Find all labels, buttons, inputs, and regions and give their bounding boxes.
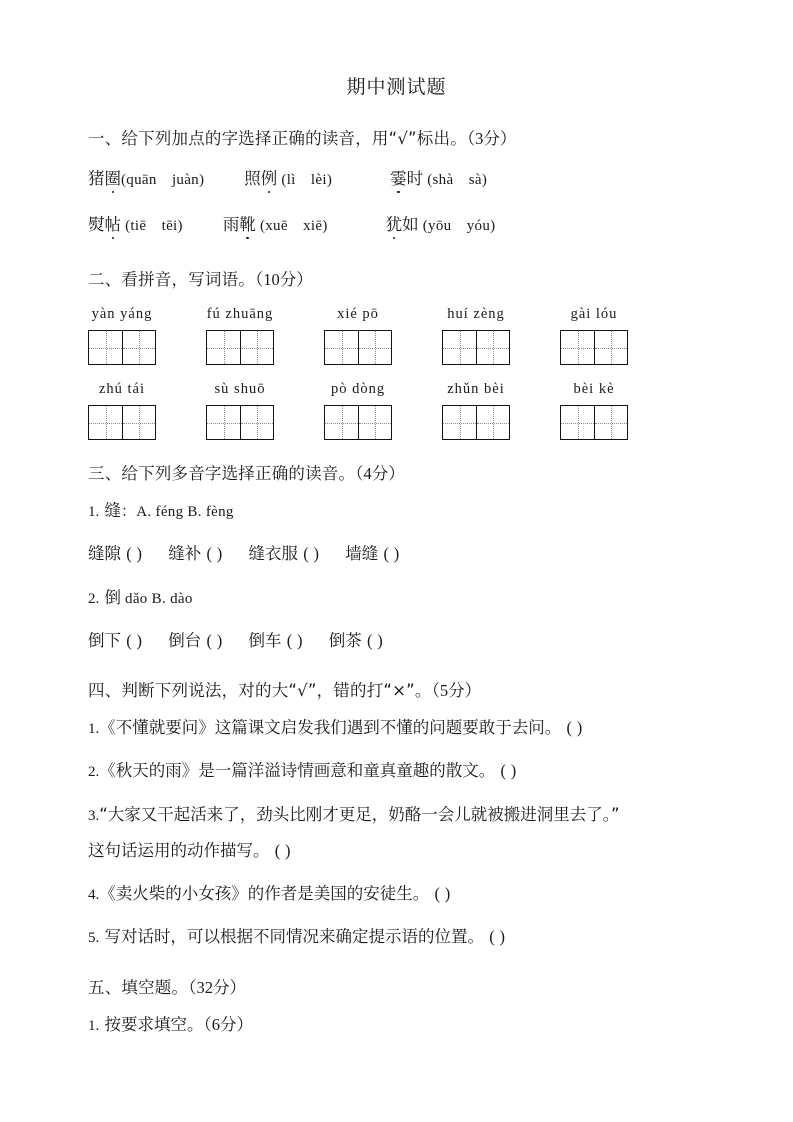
section-five-points: （32分） <box>188 977 246 997</box>
item-number: 3. <box>88 807 100 824</box>
fill-blank-text: 按要求填空。 <box>104 1014 204 1034</box>
item-number: 1. <box>88 721 100 738</box>
word-dotted-char: 帖 <box>105 211 122 235</box>
section-four-heading-text: 四、判断下列说法，对的大“√”，错的打“×”。 <box>88 681 432 701</box>
item-number: 5. <box>88 930 100 947</box>
reading-options[interactable]: (quān juàn) <box>121 172 205 188</box>
pinyin-prompt: zhú tái <box>98 381 146 397</box>
tianzige-cell[interactable] <box>561 406 594 439</box>
pinyin-prompt: pò dòng <box>330 381 386 397</box>
tianzige-cell[interactable] <box>240 331 273 364</box>
tianzige-box[interactable] <box>560 330 628 365</box>
polyphone-word: 倒下 <box>88 630 121 650</box>
section-two-heading <box>88 266 733 290</box>
section-three-points: （4分） <box>355 464 405 483</box>
answer-blank[interactable]: ( ) <box>286 630 303 650</box>
polyphone-item-1-prompt <box>88 500 733 522</box>
judgement-item-1 <box>88 717 733 739</box>
pinyin-prompt: fú zhuāng <box>206 306 274 322</box>
write-word-group[interactable] <box>324 381 392 440</box>
polyphone-word: 倒台 <box>168 630 202 650</box>
tianzige-box[interactable] <box>442 405 510 440</box>
tianzige-cell[interactable] <box>594 331 627 364</box>
section-one-row-1 <box>88 165 733 189</box>
exam-content <box>0 99 793 1036</box>
section-four-points: （5分） <box>431 681 482 701</box>
fill-blank-item-1 <box>88 1014 733 1036</box>
polyphone-word: 缝补 <box>168 544 202 564</box>
write-word-group[interactable] <box>324 306 392 365</box>
item-number: 1. <box>88 1017 100 1034</box>
judgement-text: 《不懂就要问》这篇课文启发我们遇到不懂的问题要敢于去问。 <box>99 718 562 738</box>
pinyin-prompt: huí zèng <box>447 306 505 322</box>
pinyin-prompt: bèi kè <box>573 381 615 397</box>
item-number: 2. <box>88 590 100 607</box>
pinyin-choice-item[interactable] <box>386 211 496 235</box>
tianzige-box[interactable] <box>206 405 274 440</box>
answer-blank[interactable]: ( ) <box>434 884 451 904</box>
section-one-heading <box>88 125 733 149</box>
write-word-group[interactable] <box>442 381 510 440</box>
judgement-item-3-line2 <box>88 840 733 862</box>
tianzige-cell[interactable] <box>207 331 240 364</box>
page-title: 期中测试题 <box>346 76 447 98</box>
word-dotted-char: 靴 <box>239 211 256 235</box>
tianzige-cell[interactable] <box>358 406 391 439</box>
polyphone-item-2-prompt <box>88 587 733 609</box>
polyphone-word: 墙缝 <box>345 544 379 564</box>
tianzige-cell[interactable] <box>89 406 122 439</box>
spacer <box>88 257 733 266</box>
judgement-item-5 <box>88 926 733 948</box>
item-number: 1. <box>88 504 100 520</box>
answer-blank[interactable]: ( ) <box>303 544 320 564</box>
tianzige-box[interactable] <box>206 330 274 365</box>
item-number: 4. <box>88 887 100 904</box>
tianzige-cell[interactable] <box>358 331 391 364</box>
write-word-group[interactable] <box>206 306 274 365</box>
write-words-row-1 <box>88 306 733 365</box>
judgement-item-3 <box>88 804 733 863</box>
tianzige-box[interactable] <box>560 405 628 440</box>
polyphone-char: 缝 <box>104 501 121 520</box>
section-four-heading <box>88 677 733 701</box>
word-dotted-char: 犹 <box>386 211 403 235</box>
pinyin-prompt: xié pō <box>337 306 379 322</box>
polyphone-item-1-words <box>88 543 733 565</box>
word-prefix: 猪 <box>88 169 105 188</box>
word-dotted-char: 霎 <box>390 165 407 189</box>
tianzige-cell[interactable] <box>325 331 358 364</box>
section-two-points: （10分） <box>255 270 313 289</box>
answer-blank[interactable]: ( ) <box>566 718 583 738</box>
reading-options[interactable]: (shà sà) <box>427 172 488 188</box>
write-words-row-2 <box>88 381 733 440</box>
section-three-heading <box>88 460 733 484</box>
word-prefix: 照 <box>244 169 261 188</box>
tianzige-cell[interactable] <box>240 406 273 439</box>
word-dotted-char: 圈 <box>105 165 122 189</box>
word-suffix: 如 <box>402 215 419 234</box>
tianzige-cell[interactable] <box>476 406 509 439</box>
judgement-text: “大家又干起活来了，劲头比刚才更足，奶酪一会儿就被搬进洞里去了。” <box>99 804 620 824</box>
judgement-item-2 <box>88 760 733 782</box>
pinyin-prompt: zhǔn bèi <box>447 381 505 397</box>
tianzige-box[interactable] <box>442 330 510 365</box>
section-five-heading-text: 五、填空题。 <box>88 977 189 997</box>
pinyin-choice-item[interactable] <box>223 211 328 235</box>
answer-blank[interactable]: ( ) <box>367 630 384 650</box>
reading-options[interactable]: (xuē xiē) <box>259 218 328 234</box>
answer-blank[interactable]: ( ) <box>500 761 517 781</box>
tianzige-cell[interactable] <box>89 331 122 364</box>
tianzige-cell[interactable] <box>561 331 594 364</box>
polyphone-item-2-words <box>88 630 733 652</box>
tianzige-box[interactable] <box>324 405 392 440</box>
polyphone-options[interactable]: dǎo B. dào <box>121 590 193 607</box>
item-number: 2. <box>88 764 100 781</box>
polyphone-word: 缝隙 <box>88 544 121 564</box>
pinyin-choice-item[interactable] <box>390 165 487 189</box>
section-one-row-2 <box>88 211 733 235</box>
tianzige-box[interactable] <box>324 330 392 365</box>
section-three-heading-text: 三、给下列多音字选择正确的读音。 <box>88 464 356 483</box>
write-word-group[interactable] <box>206 381 274 440</box>
tianzige-cell[interactable] <box>443 331 476 364</box>
judgement-item-4 <box>88 883 733 905</box>
write-word-group[interactable] <box>88 306 156 365</box>
word-dotted-char: 例 <box>261 165 278 189</box>
answer-blank[interactable]: ( ) <box>206 630 223 650</box>
judgement-text: 写对话时，可以根据不同情况来确定提示语的位置。 <box>104 927 484 947</box>
tianzige-cell[interactable] <box>443 406 476 439</box>
pinyin-prompt: sù shuō <box>214 381 266 397</box>
pinyin-choice-item[interactable] <box>244 165 332 189</box>
polyphone-options[interactable]: ：A. féng B. fèng <box>121 504 234 520</box>
reading-options[interactable]: (tiē tēi) <box>125 218 183 234</box>
section-five-heading <box>88 974 733 998</box>
judgement-text: 《秋天的雨》是一篇洋溢诗情画意和童真童趣的散文。 <box>99 761 496 781</box>
polyphone-word: 倒车 <box>248 630 282 650</box>
tianzige-cell[interactable] <box>122 331 155 364</box>
fill-blank-points: （6分） <box>203 1014 253 1034</box>
tianzige-box[interactable] <box>88 405 156 440</box>
answer-blank[interactable]: ( ) <box>274 840 291 860</box>
reading-options[interactable]: (lì lèi) <box>281 172 333 188</box>
write-word-group[interactable] <box>88 381 156 440</box>
pinyin-prompt: gài lóu <box>570 306 618 322</box>
pinyin-prompt: yàn yáng <box>91 306 153 322</box>
section-two-heading-text: 二、看拼音，写词语。 <box>88 270 255 289</box>
polyphone-word: 倒茶 <box>328 630 362 650</box>
write-word-group[interactable] <box>560 306 628 365</box>
polyphone-word: 缝衣服 <box>248 544 299 564</box>
tianzige-cell[interactable] <box>325 406 358 439</box>
judgement-text: 《卖火柴的小女孩》的作者是美国的安徒生。 <box>99 884 430 904</box>
write-words-grid-block <box>88 306 733 440</box>
word-suffix: 时 <box>406 169 424 188</box>
answer-blank[interactable]: ( ) <box>489 927 506 947</box>
tianzige-box[interactable] <box>88 330 156 365</box>
answer-blank[interactable]: ( ) <box>383 544 400 564</box>
answer-blank[interactable]: ( ) <box>126 544 143 564</box>
pinyin-choice-item[interactable] <box>88 211 183 235</box>
tianzige-cell[interactable] <box>122 406 155 439</box>
answer-blank[interactable]: ( ) <box>206 544 223 564</box>
judgement-text-cont: 这句话运用的动作描写。 <box>88 840 270 860</box>
reading-options[interactable]: (yōu yóu) <box>422 218 496 234</box>
answer-blank[interactable]: ( ) <box>126 630 143 650</box>
word-prefix: 熨 <box>88 215 105 234</box>
pinyin-choice-item[interactable] <box>88 165 204 189</box>
polyphone-char: 倒 <box>104 587 121 607</box>
write-word-group[interactable] <box>442 306 510 365</box>
write-word-group[interactable] <box>560 381 628 440</box>
judgement-item-3-line1 <box>88 804 733 826</box>
tianzige-cell[interactable] <box>207 406 240 439</box>
tianzige-cell[interactable] <box>594 406 627 439</box>
section-one-points: （3分） <box>466 129 517 148</box>
word-prefix: 雨 <box>222 215 240 234</box>
tianzige-cell[interactable] <box>476 331 509 364</box>
section-one-heading-text: 一、给下列加点的字选择正确的读音，用“√”标出。 <box>88 129 467 148</box>
